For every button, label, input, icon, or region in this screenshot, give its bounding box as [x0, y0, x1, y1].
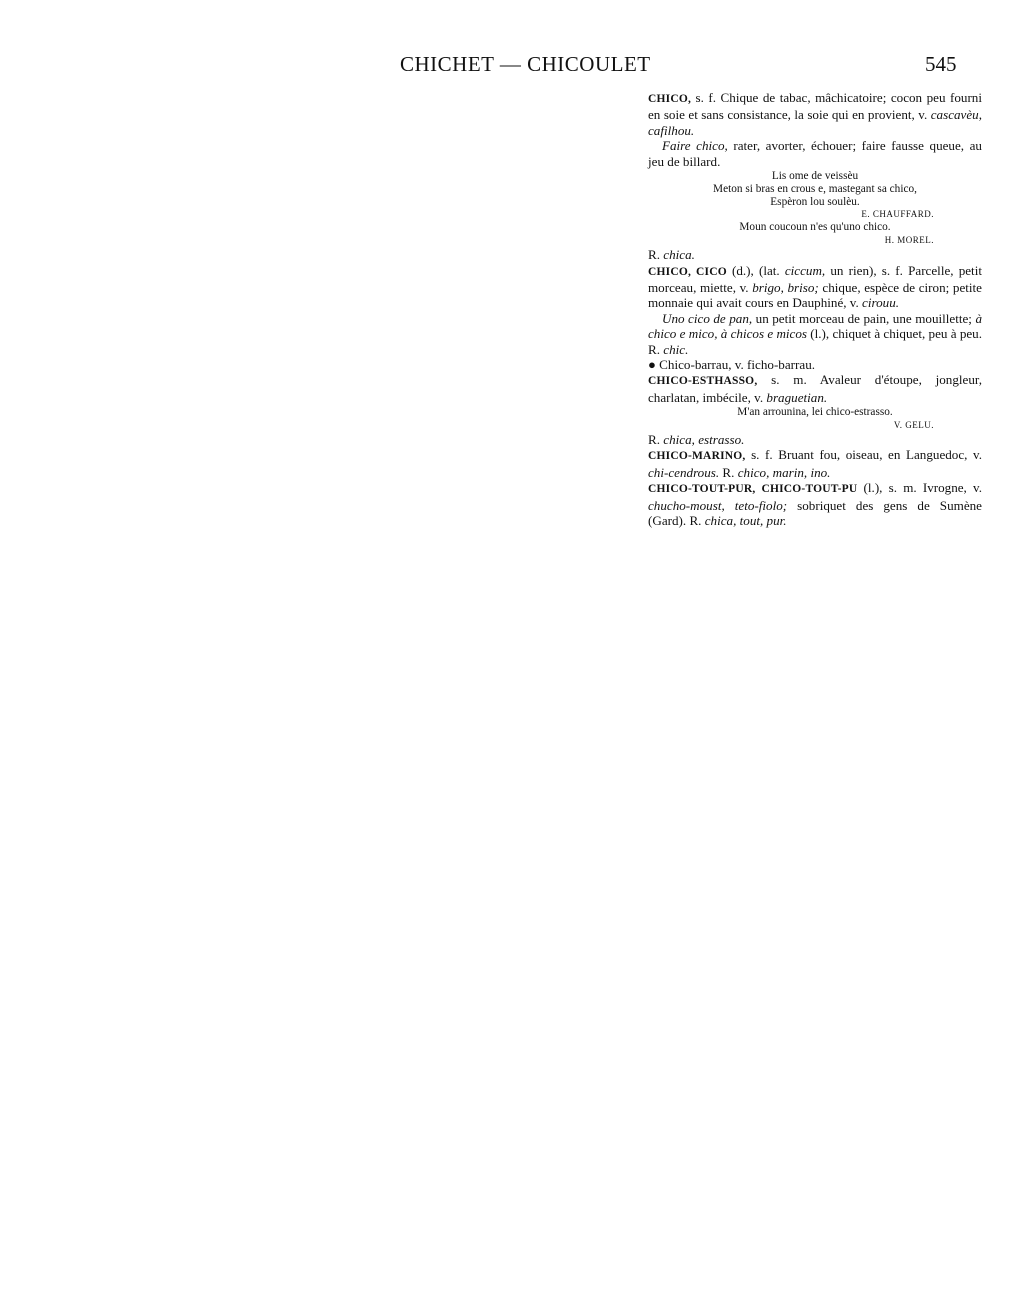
usage-text: rater, avorter, échouer; faire fausse queue, au jeu de billard. [648, 138, 982, 169]
entry-chico-tout-pur: CHICO-TOUT-PUR, CHICO-TOUT-PU (l.), s. m. Ivrogne, v. chucho-moust, teto-fiolo; sobriquet des gens de Sumène (Gard). R. chica, tout, pur. [648, 480, 982, 529]
quote-author: E. CHAUFFARD. [861, 209, 934, 220]
entry-chico [648, 90, 982, 138]
ref-italic: chica. [663, 247, 695, 263]
entry-chico-esthasso: CHICO-ESTHASSO, s. m. Avaleur d'étoupe, jongleur, charlatan, imbécile, v. braguetian. [648, 372, 982, 405]
headword: CHICO, [648, 93, 692, 105]
quote-line: Lis ome de veissèu [771, 170, 859, 183]
quotation [648, 221, 982, 234]
dictionary-column [648, 90, 982, 529]
entry-chico-barrau: ● Chico-barrau, v. ficho-barrau. [648, 357, 816, 373]
headword: CHICO-ESTHASSO, [648, 375, 758, 388]
quotation [648, 170, 982, 208]
definition-italic: cascavèu, cafilhou. [648, 107, 982, 138]
running-head: CHICHET — CHICOULET [400, 52, 651, 76]
usage-italic: Faire chico, [662, 138, 728, 154]
etymology-ref [648, 247, 982, 262]
definition: s. f. Chique de tabac, mâchicatoire; cocon peu fourni en soie et sans consistance, la soie qui en provient, v. [648, 90, 982, 123]
quote-author: H. MOREL. [884, 235, 934, 246]
quote-line: Espèron lou soulèu. [770, 195, 860, 208]
page-number: 545 [925, 52, 957, 76]
headword: CHICO-MARINO, [648, 450, 746, 463]
headword: CHICO, CICO [648, 265, 727, 278]
ref-r: R. [648, 247, 661, 263]
headword: CHICO-TOUT-PUR, CHICO-TOUT-PU [648, 483, 858, 496]
entry-chico-usage [648, 138, 982, 169]
quote-line: Meton si bras en crous e, mastegant sa chico, [713, 182, 917, 195]
entry-chico-marino: CHICO-MARINO, s. f. Bruant fou, oiseau, en Languedoc, v. chi-cendrous. R. chico, marin, ino. [648, 447, 982, 480]
entry-chico-cico: CHICO, CICO (d.), (lat. ciccum, un rien), s. f. Parcelle, petit morceau, miette, v. brigo, briso; chique, espèce de ciron; petite monnaie qui avait cours en Dauphiné, v. cirouu. [648, 262, 982, 311]
quote-line: Moun coucoun n'es qu'uno chico. [739, 221, 891, 234]
page-header [0, 52, 1024, 82]
quote-line: M'an arrounina, lei chico-estrasso. [737, 406, 893, 419]
quotation [648, 406, 982, 419]
entry-chico-cico-usage: Uno cico de pan, un petit morceau de pain, une mouillette; à chico e mico, à chicos e micos (l.), chiquet à chiquet, peu à peu. R. chic. [648, 310, 983, 357]
quote-author: V. GELU. [893, 420, 934, 431]
etymology-ref: R. chica, estrasso. [648, 432, 745, 448]
